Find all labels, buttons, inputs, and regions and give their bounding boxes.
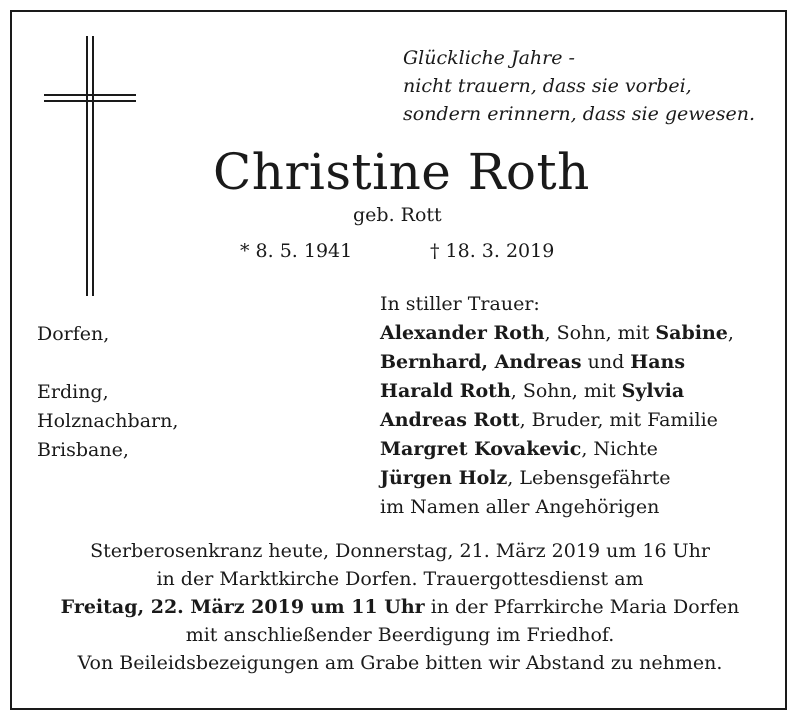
text: , Nichte	[581, 438, 658, 460]
poem	[403, 44, 755, 128]
bold-text: Alexander Roth	[380, 322, 545, 344]
place-label: Brisbane,	[37, 439, 129, 461]
service-line	[0, 565, 800, 593]
service-line	[0, 621, 800, 649]
text: in der Pfarrkirche Maria Dorfen	[424, 596, 740, 618]
mourner-line	[380, 493, 734, 522]
text: Sterberosenkranz heute, Donnerstag, 21. März 2019 um 16 Uhr	[90, 540, 710, 562]
bold-text: Freitag, 22. März 2019 um 11 Uhr	[60, 596, 425, 618]
text: , Bruder, mit Familie	[519, 409, 718, 431]
text: mit anschließender Beerdigung im Friedhof.	[185, 624, 615, 646]
text: Von Beileidsbezeigungen am Grabe bitten wir Abstand zu nehmen.	[77, 652, 723, 674]
bold-text: Andreas Rott	[380, 409, 520, 431]
text: , Lebensgefährte	[507, 467, 671, 489]
bold-text: Bernhard, Andreas	[380, 351, 582, 373]
poem-line: nicht trauern, dass sie vorbei,	[403, 75, 692, 97]
mourners-heading: In stiller Trauer:	[380, 293, 540, 315]
mourner-line	[380, 319, 734, 348]
mourners-list	[380, 290, 734, 518]
mourner-line	[380, 435, 734, 464]
text: , Sohn, mit	[510, 380, 622, 402]
bold-text: Hans	[630, 351, 686, 373]
bold-text: Sabine	[655, 322, 728, 344]
service-info	[0, 537, 800, 677]
service-line	[0, 537, 800, 565]
mourner-line	[380, 464, 734, 493]
poem-line: sondern erinnern, dass sie gewesen.	[403, 103, 756, 125]
place-label	[37, 349, 178, 378]
text: in der Marktkirche Dorfen. Trauergottesdienst am	[156, 568, 644, 590]
text: , Sohn, mit	[544, 322, 656, 344]
text: im Namen aller Angehörigen	[380, 496, 660, 518]
cross-icon	[44, 36, 136, 296]
bold-text: Sylvia	[621, 380, 685, 402]
mourner-line	[380, 377, 734, 406]
birth-date: * 8. 5. 1941	[240, 240, 353, 262]
maiden-name: geb. Rott	[353, 204, 442, 226]
text: ,	[727, 322, 734, 344]
place-label: Erding,	[37, 381, 109, 403]
bold-text: Margret Kovakevic	[380, 438, 582, 460]
mourner-line	[380, 406, 734, 435]
bold-text: Jürgen Holz	[380, 467, 508, 489]
deceased-name: Christine Roth	[213, 143, 590, 201]
bold-text: Harald Roth	[380, 380, 511, 402]
place-label: Holznachbarn,	[37, 410, 179, 432]
place-label: Dorfen,	[37, 323, 110, 345]
mourner-line	[380, 348, 734, 377]
text: und	[581, 351, 631, 373]
service-line	[0, 649, 800, 677]
service-line	[0, 593, 800, 621]
poem-line: Glückliche Jahre -	[403, 47, 575, 69]
death-date: † 18. 3. 2019	[430, 240, 555, 262]
places-column	[37, 320, 178, 465]
